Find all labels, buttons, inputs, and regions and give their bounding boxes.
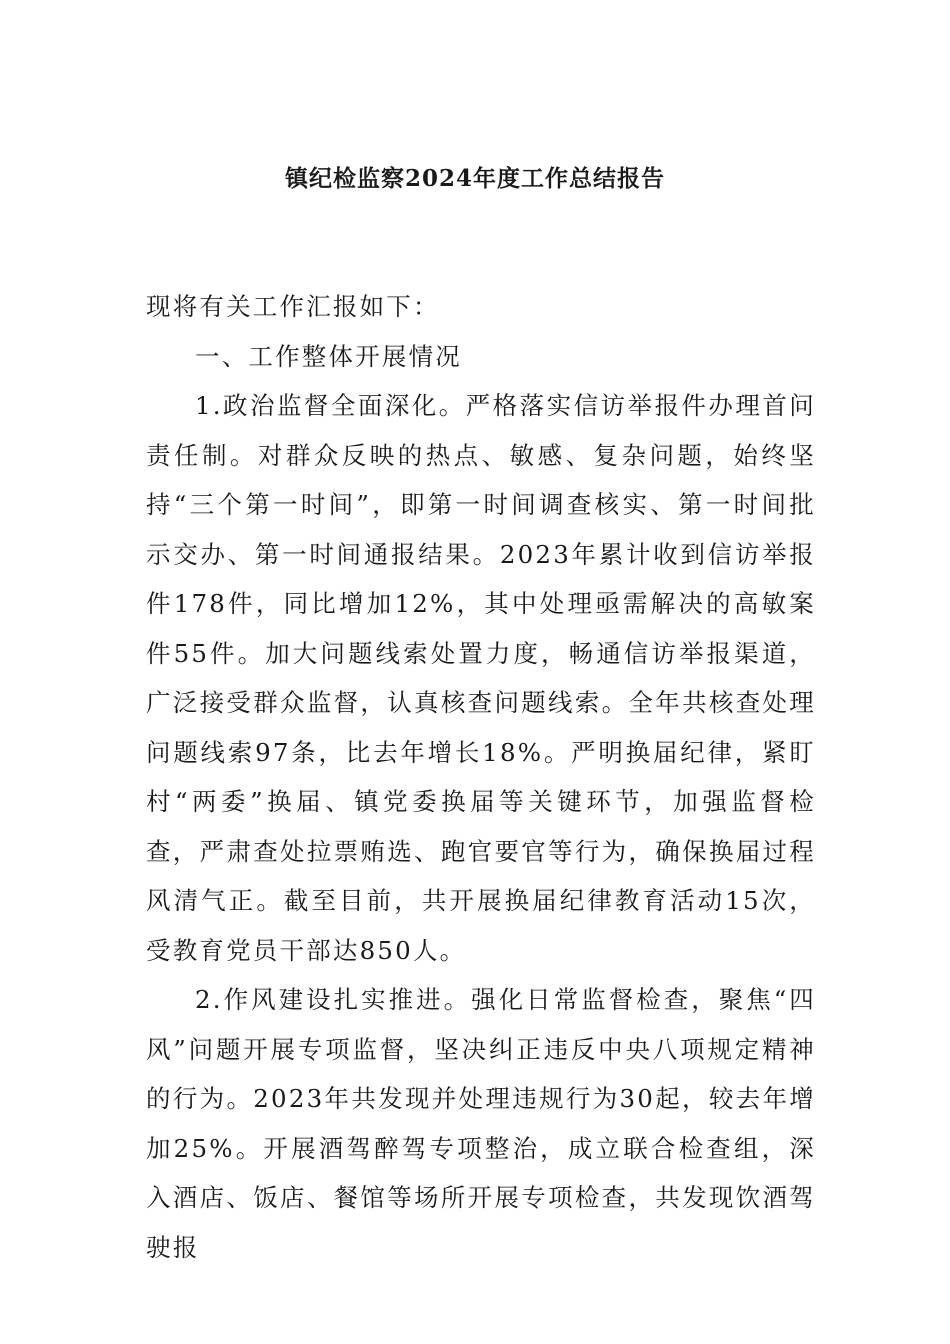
paragraph-work-style: 2.作风建设扎实推进。强化日常监督检查，聚焦“四风”问题开展专项监督，坚决纠正违反中央八项规定精神的行为。2023年共发现并处理违规行为30起，较去年增加25%。开展酒驾醉驾专项整治，成立联合检查组，深入酒店、饭店、餐馆等场所开展专项检查，共发现饮酒驾驶报 [146, 985, 816, 1262]
intro-paragraph: 现将有关工作汇报如下： [146, 292, 440, 321]
document-title: 镇纪检监察2024年度工作总结报告 [284, 165, 665, 192]
paragraph-political-supervision: 1.政治监督全面深化。严格落实信访举报件办理首问责任制。对群众反映的热点、敏感、复杂问题，始终坚持“三个第一时间”，即第一时间调查核实、第一时间批示交办、第一时间通报结果。2023年累计收到信访举报件178件，同比增加12%，其中处理亟需解决的高敏案件55件。加大问题线索处置力度，畅通信访举报渠道，广泛接受群众监督，认真核查问题线索。全年共核查处理问题线索97条，比去年增长18%。严明换届纪律，紧盯村“两委”换届、镇党委换届等关键环节，加强监督检查，严肃查处拉票贿选、跑官要官等行为，确保换届过程风清气正。截至目前，共开展换届纪律教育活动15次，受教育党员干部达850人。 [146, 391, 816, 965]
document-body [146, 282, 816, 1272]
section-heading: 一、工作整体开展情况 [195, 341, 462, 371]
